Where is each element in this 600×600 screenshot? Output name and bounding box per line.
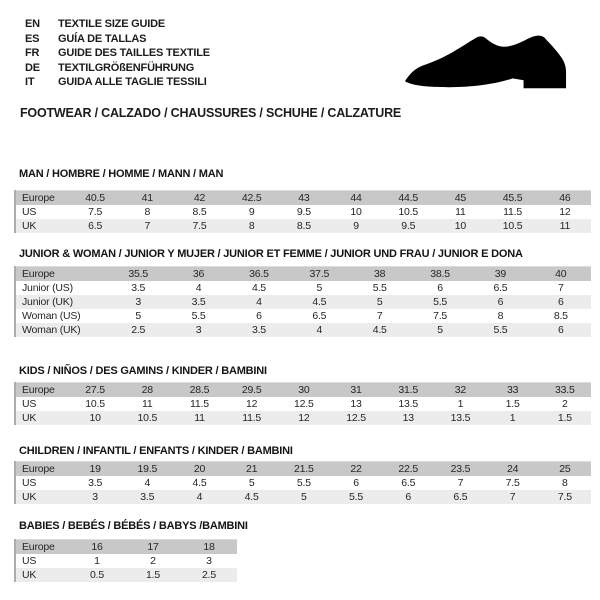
size-cell: 6.5 — [289, 309, 349, 323]
size-cell: 11.5 — [226, 411, 278, 425]
size-cell: 10 — [434, 219, 486, 233]
size-cell: 4.5 — [289, 295, 349, 309]
size-cell: 16 — [69, 540, 125, 555]
size-cell: 7 — [121, 219, 173, 233]
size-cell: 11 — [434, 205, 486, 219]
size-cell: 7.5 — [487, 476, 539, 490]
size-section-3 — [14, 365, 591, 425]
row-label: UK — [15, 568, 69, 582]
row-label: US — [15, 205, 69, 219]
size-cell: 4 — [289, 323, 349, 337]
row-label: Europe — [15, 540, 69, 555]
size-cell: 9.5 — [382, 219, 434, 233]
size-cell: 6.5 — [470, 281, 530, 295]
size-cell: 35.5 — [108, 267, 168, 282]
language-row-es — [25, 32, 210, 47]
language-row-fr — [25, 46, 210, 61]
size-cell: 22 — [330, 462, 382, 477]
size-cell: 5.5 — [410, 295, 470, 309]
size-cell: 43 — [278, 191, 330, 206]
size-cell: 10 — [69, 411, 121, 425]
size-cell: 5 — [350, 295, 410, 309]
row-label: UK — [15, 490, 69, 504]
size-cell: 11 — [121, 397, 173, 411]
language-label: TEXTILGRÖßENFÜHRUNG — [58, 61, 195, 74]
size-cell: 3.5 — [69, 476, 121, 490]
size-table — [14, 382, 591, 425]
section-title: KIDS / NIÑOS / DES GAMINS / KINDER / BAMBINI — [19, 365, 267, 377]
row-label: Junior (UK) — [15, 295, 108, 309]
size-cell: 3 — [168, 323, 228, 337]
size-cell: 5 — [410, 323, 470, 337]
size-cell: 13.5 — [434, 411, 486, 425]
size-cell: 40 — [531, 267, 591, 282]
size-cell: 33 — [487, 383, 539, 398]
size-cell: 32 — [434, 383, 486, 398]
row-label: Junior (US) — [15, 281, 108, 295]
size-cell: 4.5 — [173, 476, 225, 490]
table-row — [15, 323, 591, 337]
size-cell: 6 — [531, 323, 591, 337]
size-cell: 38 — [350, 267, 410, 282]
language-list — [25, 17, 210, 90]
table-row — [15, 397, 591, 411]
size-cell: 7 — [531, 281, 591, 295]
language-row-it — [25, 75, 210, 90]
section-title: BABIES / BEBÉS / BÉBÉS / BABYS /BAMBINI — [19, 520, 248, 532]
size-cell: 6.5 — [382, 476, 434, 490]
size-cell: 4 — [173, 490, 225, 504]
language-label: GUÍA DE TALLAS — [58, 32, 147, 45]
row-label: UK — [15, 219, 69, 233]
size-cell: 11 — [539, 219, 591, 233]
row-label: Europe — [15, 383, 69, 398]
size-cell: 9 — [330, 219, 382, 233]
row-label: Europe — [15, 462, 69, 477]
language-row-en — [25, 17, 210, 32]
size-cell: 5.5 — [168, 309, 228, 323]
size-cell: 1 — [487, 411, 539, 425]
size-cell: 6.5 — [434, 490, 486, 504]
size-cell: 3.5 — [229, 323, 289, 337]
row-label: Europe — [15, 267, 108, 282]
size-cell: 23.5 — [434, 462, 486, 477]
table-row — [15, 490, 591, 504]
size-cell: 45 — [434, 191, 486, 206]
size-cell: 9 — [226, 205, 278, 219]
section-title: CHILDREN / INFANTIL / ENFANTS / KINDER / BAMBINI — [19, 445, 293, 457]
size-cell: 12 — [226, 397, 278, 411]
size-cell: 12 — [278, 411, 330, 425]
table-row — [15, 309, 591, 323]
size-cell: 0.5 — [69, 568, 125, 582]
size-cell: 13 — [382, 411, 434, 425]
size-cell: 40.5 — [69, 191, 121, 206]
size-cell: 39 — [470, 267, 530, 282]
size-cell: 8 — [226, 219, 278, 233]
size-cell: 12 — [539, 205, 591, 219]
size-cell: 3 — [108, 295, 168, 309]
size-table — [14, 266, 591, 337]
size-cell: 1.5 — [487, 397, 539, 411]
size-cell: 24 — [487, 462, 539, 477]
size-cell: 1.5 — [125, 568, 181, 582]
size-cell: 45.5 — [487, 191, 539, 206]
row-label: Woman (US) — [15, 309, 108, 323]
section-title: MAN / HOMBRE / HOMME / MANN / MAN — [19, 168, 224, 180]
size-cell: 21 — [226, 462, 278, 477]
size-cell: 5 — [289, 281, 349, 295]
size-cell: 44.5 — [382, 191, 434, 206]
size-cell: 6 — [470, 295, 530, 309]
size-cell: 10 — [330, 205, 382, 219]
size-cell: 7.5 — [69, 205, 121, 219]
size-cell: 20 — [173, 462, 225, 477]
table-row — [15, 267, 591, 282]
size-cell: 5 — [226, 476, 278, 490]
section-title: JUNIOR & WOMAN / JUNIOR Y MUJER / JUNIOR ET FEMME / JUNIOR UND FRAU / JUNIOR E DONA — [19, 248, 523, 260]
size-cell: 12.5 — [278, 397, 330, 411]
size-cell: 1.5 — [539, 411, 591, 425]
size-section-2 — [14, 248, 591, 337]
size-cell: 3 — [69, 490, 121, 504]
size-cell: 42 — [173, 191, 225, 206]
size-cell: 3 — [181, 554, 237, 568]
table-row — [15, 476, 591, 490]
size-cell: 36.5 — [229, 267, 289, 282]
size-cell: 4 — [168, 281, 228, 295]
size-cell: 38.5 — [410, 267, 470, 282]
size-cell: 9.5 — [278, 205, 330, 219]
size-cell: 13.5 — [382, 397, 434, 411]
size-cell: 46 — [539, 191, 591, 206]
size-section-4 — [14, 445, 591, 504]
size-cell: 27.5 — [69, 383, 121, 398]
size-cell: 4.5 — [226, 490, 278, 504]
size-cell: 12.5 — [330, 411, 382, 425]
size-cell: 8 — [470, 309, 530, 323]
size-cell: 5.5 — [278, 476, 330, 490]
size-cell: 10.5 — [121, 411, 173, 425]
category-line: FOOTWEAR / CALZADO / CHAUSSURES / SCHUHE / CALZATURE — [20, 106, 402, 120]
size-cell: 3.5 — [108, 281, 168, 295]
size-cell: 5.5 — [470, 323, 530, 337]
size-cell: 17 — [125, 540, 181, 555]
size-cell: 25 — [539, 462, 591, 477]
size-cell: 13 — [330, 397, 382, 411]
row-label: Woman (UK) — [15, 323, 108, 337]
size-section-5 — [14, 520, 248, 582]
language-label: TEXTILE SIZE GUIDE — [58, 18, 166, 31]
row-label: US — [15, 476, 69, 490]
size-cell: 5.5 — [350, 281, 410, 295]
size-cell: 7.5 — [173, 219, 225, 233]
language-code: EN — [25, 18, 40, 31]
row-label: Europe — [15, 191, 69, 206]
size-cell: 28.5 — [173, 383, 225, 398]
size-cell: 8 — [539, 476, 591, 490]
table-row — [15, 411, 591, 425]
size-table — [14, 190, 591, 233]
size-cell: 28 — [121, 383, 173, 398]
size-cell: 19 — [69, 462, 121, 477]
size-cell: 31 — [330, 383, 382, 398]
table-row — [15, 205, 591, 219]
size-cell: 18 — [181, 540, 237, 555]
size-cell: 7.5 — [410, 309, 470, 323]
size-cell: 5 — [278, 490, 330, 504]
size-cell: 4 — [121, 476, 173, 490]
size-cell: 5 — [108, 309, 168, 323]
size-cell: 2 — [125, 554, 181, 568]
language-code: ES — [25, 32, 40, 45]
row-label: UK — [15, 411, 69, 425]
language-label: GUIDE DES TAILLES TEXTILE — [58, 47, 210, 60]
row-label: US — [15, 397, 69, 411]
size-cell: 8.5 — [173, 205, 225, 219]
size-cell: 11 — [173, 411, 225, 425]
size-cell: 5.5 — [330, 490, 382, 504]
table-row — [15, 554, 237, 568]
table-row — [15, 568, 237, 582]
size-cell: 7.5 — [539, 490, 591, 504]
dress-shoe-icon — [402, 31, 570, 95]
size-cell: 7 — [350, 309, 410, 323]
size-cell: 10.5 — [69, 397, 121, 411]
size-cell: 8 — [121, 205, 173, 219]
table-row — [15, 219, 591, 233]
language-code: FR — [25, 47, 40, 60]
size-cell: 19.5 — [121, 462, 173, 477]
size-cell: 4 — [229, 295, 289, 309]
size-cell: 2.5 — [108, 323, 168, 337]
size-cell: 4.5 — [229, 281, 289, 295]
size-cell: 10.5 — [382, 205, 434, 219]
size-cell: 42.5 — [226, 191, 278, 206]
size-cell: 4.5 — [350, 323, 410, 337]
size-cell: 3.5 — [168, 295, 228, 309]
size-cell: 6.5 — [69, 219, 121, 233]
size-cell: 7 — [487, 490, 539, 504]
table-row — [15, 281, 591, 295]
size-cell: 7 — [434, 476, 486, 490]
size-cell: 3.5 — [121, 490, 173, 504]
size-cell: 10.5 — [487, 219, 539, 233]
size-section-1 — [14, 168, 591, 233]
size-cell: 6 — [330, 476, 382, 490]
size-cell: 11.5 — [173, 397, 225, 411]
size-cell: 21.5 — [278, 462, 330, 477]
size-cell: 6 — [531, 295, 591, 309]
table-row — [15, 191, 591, 206]
size-cell: 31.5 — [382, 383, 434, 398]
size-table — [14, 461, 591, 504]
language-row-de — [25, 61, 210, 76]
table-row — [15, 383, 591, 398]
size-cell: 44 — [330, 191, 382, 206]
size-cell: 22.5 — [382, 462, 434, 477]
size-cell: 6 — [382, 490, 434, 504]
size-cell: 2 — [539, 397, 591, 411]
table-row — [15, 540, 237, 555]
table-row — [15, 462, 591, 477]
language-label: GUIDA ALLE TAGLIE TESSILI — [58, 76, 207, 89]
size-cell: 8.5 — [531, 309, 591, 323]
size-cell: 2.5 — [181, 568, 237, 582]
row-label: US — [15, 554, 69, 568]
size-cell: 6 — [410, 281, 470, 295]
language-code: DE — [25, 61, 40, 74]
size-cell: 1 — [69, 554, 125, 568]
language-code: IT — [25, 76, 35, 89]
size-cell: 36 — [168, 267, 228, 282]
size-cell: 8.5 — [278, 219, 330, 233]
size-table — [14, 539, 237, 582]
size-cell: 30 — [278, 383, 330, 398]
size-cell: 6 — [229, 309, 289, 323]
size-cell: 41 — [121, 191, 173, 206]
size-cell: 33.5 — [539, 383, 591, 398]
table-row — [15, 295, 591, 309]
size-cell: 37.5 — [289, 267, 349, 282]
size-cell: 11.5 — [487, 205, 539, 219]
size-cell: 29.5 — [226, 383, 278, 398]
size-cell: 1 — [434, 397, 486, 411]
